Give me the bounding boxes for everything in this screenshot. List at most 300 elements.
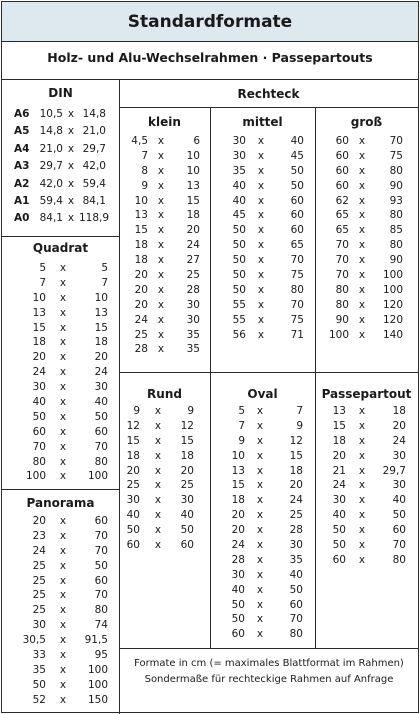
dimension-separator: x: [358, 269, 366, 282]
mittel-table: [214, 134, 304, 342]
title-bar: [2, 2, 418, 42]
dimension-separator: x: [154, 539, 162, 552]
size-height: 100: [87, 678, 108, 691]
size-row: [122, 404, 194, 419]
size-row: [213, 478, 303, 493]
size-width: 25: [126, 479, 140, 492]
size-height: 12: [180, 419, 194, 432]
footnote: [120, 656, 418, 688]
size-width: 5: [238, 405, 245, 417]
size-width: 20: [32, 515, 46, 527]
size-row: [213, 449, 303, 464]
size-row: [317, 208, 403, 223]
size-height: 90: [389, 179, 403, 192]
gross-table: [317, 134, 403, 342]
size-height: 24: [289, 494, 303, 507]
din-width: 14,8: [39, 125, 63, 138]
size-width: 25: [32, 604, 46, 617]
size-row: [213, 612, 303, 627]
size-height: 20: [289, 479, 303, 492]
size-row: [213, 434, 303, 449]
din-size-name: A1: [14, 194, 30, 207]
size-height: 45: [290, 149, 304, 162]
dimension-separator: x: [358, 224, 366, 237]
size-width: 23: [32, 529, 46, 542]
size-row: [214, 164, 304, 179]
size-row: [213, 583, 303, 598]
size-height: 15: [289, 449, 303, 462]
dimension-separator: x: [157, 135, 165, 147]
size-row: [124, 298, 200, 313]
size-height: 60: [94, 425, 108, 438]
din-width: 59,4: [39, 194, 63, 207]
klein-table: [124, 134, 200, 357]
size-width: 20: [134, 269, 148, 282]
size-width: 18: [134, 254, 148, 267]
din-width: 29,7: [39, 160, 63, 173]
size-height: 50: [290, 164, 304, 177]
size-width: 80: [335, 283, 349, 296]
size-width: 50: [232, 239, 246, 252]
size-height: 70: [94, 589, 108, 602]
size-width: 13: [332, 405, 346, 417]
size-width: 50: [232, 283, 246, 296]
size-row: [214, 313, 304, 328]
dimension-separator: x: [257, 164, 265, 177]
dimension-separator: x: [257, 328, 265, 341]
size-height: 120: [382, 298, 403, 311]
size-height: 70: [389, 135, 403, 147]
size-row: [124, 328, 200, 343]
size-width: 13: [134, 209, 148, 222]
panorama-table: [16, 514, 108, 708]
size-row: [122, 464, 194, 479]
size-height: 24: [186, 239, 200, 252]
size-width: 50: [232, 254, 246, 267]
oval-header: Oval: [247, 387, 278, 401]
size-height: 35: [289, 553, 303, 566]
dimension-separator: x: [256, 419, 264, 432]
din-height: 59,4: [82, 177, 106, 190]
rechteck-header: Rechteck: [237, 87, 300, 101]
dimension-separator: x: [59, 291, 67, 304]
size-width: 9: [141, 179, 148, 192]
size-width: 24: [332, 479, 346, 492]
size-height: 30: [186, 298, 200, 311]
size-width: 45: [232, 209, 246, 222]
size-width: 30: [232, 149, 246, 162]
dimension-separator: x: [257, 149, 265, 162]
dimension-separator: x: [358, 149, 366, 162]
dimension-separator: x: [358, 434, 366, 447]
size-row: [213, 523, 303, 538]
size-height: 60: [94, 574, 108, 587]
size-width: 10: [32, 291, 46, 304]
divider: [2, 489, 119, 490]
size-row: [317, 179, 403, 194]
size-height: 80: [389, 164, 403, 177]
dimension-separator: x: [59, 425, 67, 438]
size-height: 20: [392, 419, 406, 432]
size-height: 30: [94, 381, 108, 394]
divider: [2, 79, 418, 80]
size-row: [16, 559, 108, 574]
dimension-separator: x: [358, 209, 366, 222]
size-width: 15: [126, 434, 140, 447]
din-table: [14, 106, 110, 228]
din-size-name: A6: [14, 108, 30, 120]
din-size-name: A3: [14, 160, 30, 173]
size-row: [320, 523, 406, 538]
din-size-name: A0: [14, 212, 30, 225]
size-width: 40: [231, 583, 245, 596]
size-height: 13: [94, 306, 108, 319]
dimension-separator: x: [59, 351, 67, 364]
size-height: 85: [389, 224, 403, 237]
size-width: 12: [126, 419, 140, 432]
size-width: 18: [126, 449, 140, 462]
dimension-separator: x: [256, 434, 264, 447]
dimension-separator: x: [358, 464, 366, 477]
size-height: 120: [382, 313, 403, 326]
dimension-separator: x: [154, 494, 162, 507]
dimension-separator: x: [358, 239, 366, 252]
din-height: 29,7: [82, 142, 106, 155]
size-width: 7: [238, 419, 245, 432]
dimension-separator: x: [358, 405, 366, 417]
size-row: [16, 544, 108, 559]
dimension-separator: x: [358, 194, 366, 207]
size-width: 15: [134, 224, 148, 237]
quadrat-table: [16, 261, 108, 484]
din-height: 21,0: [82, 125, 106, 138]
size-width: 28: [134, 343, 148, 356]
size-row: [16, 291, 108, 306]
size-row: [320, 404, 406, 419]
size-width: 56: [232, 328, 246, 341]
size-height: 9: [187, 405, 194, 417]
size-row: [16, 693, 108, 708]
dimension-separator: x: [59, 693, 67, 706]
size-width: 50: [231, 598, 245, 611]
size-row: [213, 538, 303, 553]
dimension-separator: x: [59, 634, 67, 647]
size-height: 30: [392, 479, 406, 492]
size-row: [320, 464, 406, 479]
size-height: 95: [94, 649, 108, 662]
dimension-separator: x: [157, 283, 165, 296]
divider: [210, 107, 211, 648]
dimension-separator: x: [358, 313, 366, 326]
size-row: [16, 410, 108, 425]
size-width: 60: [335, 135, 349, 147]
size-row: [320, 478, 406, 493]
size-row: [213, 404, 303, 419]
size-row: [214, 179, 304, 194]
dimension-separator: x: [358, 328, 366, 341]
dimension-separator: x: [256, 479, 264, 492]
size-row: [317, 268, 403, 283]
size-width: 60: [126, 539, 140, 552]
size-width: 20: [332, 449, 346, 462]
size-width: 10: [134, 194, 148, 207]
size-height: 71: [290, 328, 304, 341]
size-height: 5: [101, 262, 108, 274]
size-height: 80: [290, 283, 304, 296]
size-width: 65: [335, 209, 349, 222]
size-row: [214, 194, 304, 209]
size-height: 40: [289, 568, 303, 581]
dimension-separator: x: [358, 298, 366, 311]
din-size-name: A5: [14, 125, 30, 138]
panorama-header: Panorama: [26, 496, 95, 510]
dimension-separator: x: [256, 405, 264, 417]
size-row: [16, 514, 108, 529]
size-row: [214, 149, 304, 164]
dimension-separator: x: [59, 321, 67, 334]
size-width: 50: [126, 524, 140, 537]
size-height: 60: [289, 598, 303, 611]
size-row: [124, 313, 200, 328]
dimension-separator: x: [59, 515, 67, 527]
dimension-separator: x: [154, 405, 162, 417]
size-width: 13: [32, 306, 46, 319]
size-height: 20: [186, 224, 200, 237]
size-width: 20: [134, 283, 148, 296]
divider: [119, 107, 418, 108]
size-row: [122, 478, 194, 493]
size-width: 7: [141, 149, 148, 162]
size-height: 25: [180, 479, 194, 492]
size-height: 50: [392, 509, 406, 522]
dimension-separator: x: [256, 464, 264, 477]
size-height: 140: [382, 328, 403, 341]
size-row: [124, 194, 200, 209]
size-row: [317, 298, 403, 313]
size-row: [317, 253, 403, 268]
size-width: 70: [335, 239, 349, 252]
dimension-separator: x: [59, 589, 67, 602]
size-width: 5: [39, 262, 46, 274]
din-row: [14, 193, 106, 210]
size-row: [16, 588, 108, 603]
size-row: [214, 253, 304, 268]
size-width: 4,5: [131, 135, 148, 147]
size-row: [16, 306, 108, 321]
size-row: [320, 419, 406, 434]
dimension-separator: x: [67, 142, 75, 155]
size-height: 80: [389, 239, 403, 252]
size-width: 25: [32, 559, 46, 572]
size-width: 52: [32, 693, 46, 706]
dimension-separator: x: [257, 254, 265, 267]
size-row: [124, 134, 200, 149]
size-height: 9: [296, 419, 303, 432]
size-height: 70: [94, 529, 108, 542]
dimension-separator: x: [59, 649, 67, 662]
size-height: 60: [290, 209, 304, 222]
size-width: 100: [25, 470, 46, 483]
dimension-separator: x: [358, 135, 366, 147]
size-height: 75: [389, 149, 403, 162]
size-row: [214, 208, 304, 223]
size-row: [124, 253, 200, 268]
size-height: 25: [289, 509, 303, 522]
size-height: 74: [94, 619, 108, 632]
size-row: [16, 321, 108, 336]
size-row: [124, 238, 200, 253]
size-row: [122, 508, 194, 523]
size-height: 80: [94, 604, 108, 617]
dimension-separator: x: [157, 328, 165, 341]
footnote-line-units: Formate in cm (= maximales Blattformat im Rahmen): [134, 658, 404, 669]
size-row: [124, 342, 200, 357]
size-height: 150: [87, 693, 108, 706]
din-header: DIN: [48, 86, 73, 100]
size-row: [317, 223, 403, 238]
dimension-separator: x: [256, 598, 264, 611]
din-row: [14, 106, 106, 123]
size-row: [16, 574, 108, 589]
dimension-separator: x: [59, 678, 67, 691]
size-height: 93: [389, 194, 403, 207]
size-height: 18: [180, 449, 194, 462]
din-row: [14, 123, 106, 140]
size-width: 15: [332, 419, 346, 432]
size-height: 50: [94, 410, 108, 423]
size-row: [317, 328, 403, 343]
size-width: 30: [332, 494, 346, 507]
size-width: 60: [335, 149, 349, 162]
size-width: 50: [32, 410, 46, 423]
size-row: [16, 603, 108, 618]
dimension-separator: x: [358, 449, 366, 462]
dimension-separator: x: [358, 524, 366, 537]
size-height: 80: [289, 628, 303, 641]
size-width: 20: [231, 509, 245, 522]
dimension-separator: x: [256, 583, 264, 596]
size-height: 7: [296, 405, 303, 417]
size-height: 30: [180, 494, 194, 507]
dimension-separator: x: [67, 125, 75, 138]
size-row: [16, 276, 108, 291]
size-height: 10: [94, 291, 108, 304]
size-row: [16, 395, 108, 410]
size-row: [317, 164, 403, 179]
size-row: [214, 134, 304, 149]
size-width: 60: [231, 628, 245, 641]
size-height: 10: [186, 149, 200, 162]
size-row: [16, 529, 108, 544]
size-width: 50: [232, 269, 246, 282]
size-height: 80: [392, 553, 406, 566]
size-width: 50: [231, 613, 245, 626]
size-width: 40: [32, 396, 46, 409]
dimension-separator: x: [59, 559, 67, 572]
size-row: [16, 648, 108, 663]
size-height: 70: [94, 440, 108, 453]
size-row: [320, 508, 406, 523]
size-row: [317, 283, 403, 298]
size-width: 9: [133, 405, 140, 417]
size-height: 80: [389, 209, 403, 222]
size-width: 13: [231, 464, 245, 477]
page-subtitle: Holz- und Alu-Wechselrahmen · Passepartouts: [47, 50, 373, 65]
dimension-separator: x: [157, 149, 165, 162]
size-height: 60: [290, 224, 304, 237]
dimension-separator: x: [59, 604, 67, 617]
dimension-separator: x: [157, 164, 165, 177]
size-row: [213, 464, 303, 479]
size-width: 24: [32, 366, 46, 379]
din-width: 10,5: [39, 108, 63, 120]
dimension-separator: x: [157, 254, 165, 267]
size-width: 55: [232, 313, 246, 326]
size-height: 18: [186, 209, 200, 222]
size-height: 40: [180, 509, 194, 522]
size-height: 15: [94, 321, 108, 334]
size-width: 33: [32, 649, 46, 662]
size-width: 55: [232, 298, 246, 311]
dimension-separator: x: [157, 224, 165, 237]
size-height: 24: [392, 434, 406, 447]
size-row: [214, 223, 304, 238]
size-height: 28: [186, 283, 200, 296]
size-height: 50: [290, 179, 304, 192]
size-height: 15: [186, 194, 200, 207]
size-width: 20: [231, 524, 245, 537]
size-row: [214, 283, 304, 298]
size-height: 20: [180, 464, 194, 477]
size-width: 18: [332, 434, 346, 447]
size-height: 75: [290, 269, 304, 282]
size-width: 60: [335, 179, 349, 192]
size-width: 40: [232, 179, 246, 192]
size-width: 40: [332, 509, 346, 522]
size-width: 90: [335, 313, 349, 326]
dimension-separator: x: [59, 529, 67, 542]
dimension-separator: x: [256, 509, 264, 522]
dimension-separator: x: [257, 283, 265, 296]
size-width: 70: [335, 269, 349, 282]
din-width: 42,0: [39, 177, 63, 190]
din-height: 14,8: [82, 108, 106, 120]
size-row: [317, 194, 403, 209]
size-height: 91,5: [84, 634, 108, 647]
size-height: 60: [180, 539, 194, 552]
size-height: 50: [289, 583, 303, 596]
size-width: 8: [141, 164, 148, 177]
size-row: [122, 493, 194, 508]
din-width: 84,1: [39, 212, 63, 225]
size-height: 70: [94, 544, 108, 557]
din-height: 118,9: [79, 212, 110, 225]
size-height: 15: [180, 434, 194, 447]
format-sheet: [1, 1, 419, 713]
size-row: [213, 553, 303, 568]
size-row: [16, 633, 108, 648]
size-height: 50: [94, 559, 108, 572]
dimension-separator: x: [154, 419, 162, 432]
dimension-separator: x: [59, 336, 67, 349]
din-row: [14, 176, 106, 193]
size-width: 35: [232, 164, 246, 177]
dimension-separator: x: [358, 419, 366, 432]
size-height: 40: [392, 494, 406, 507]
size-width: 20: [32, 351, 46, 364]
size-row: [122, 538, 194, 553]
din-row: [14, 158, 106, 175]
